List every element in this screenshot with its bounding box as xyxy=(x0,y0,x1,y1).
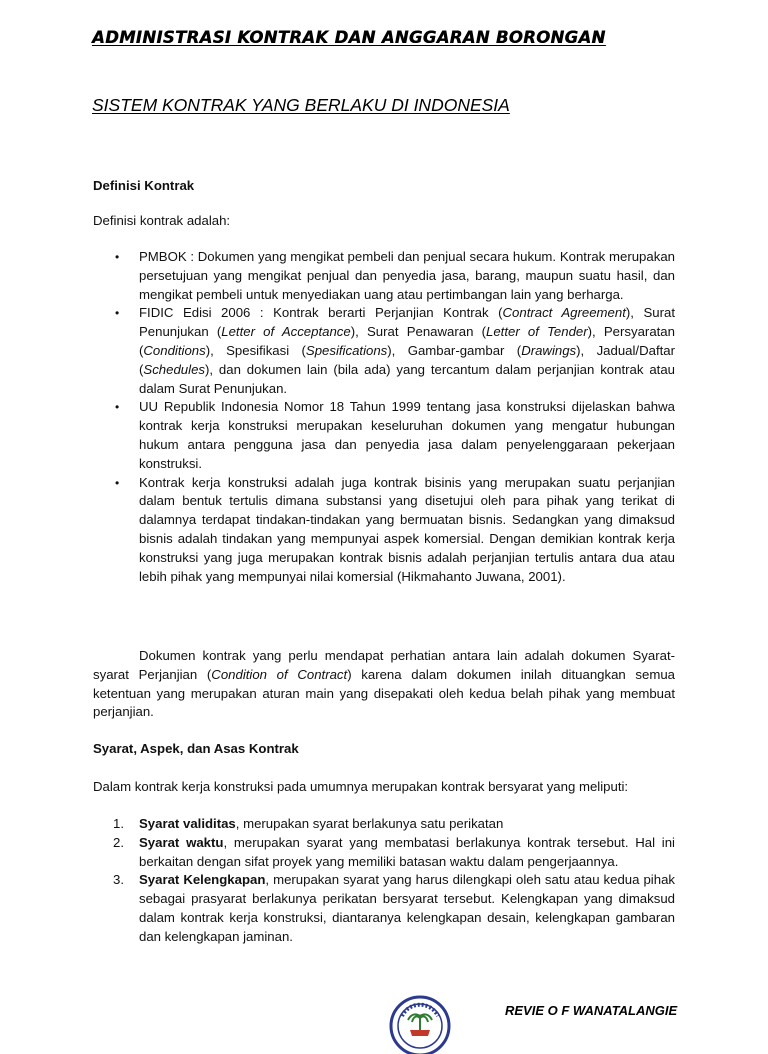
syarat-intro: Dalam kontrak kerja konstruksi pada umumnya merupakan kontrak bersyarat yang meliputi: xyxy=(93,779,629,794)
bullet-item: • UU Republik Indonesia Nomor 18 Tahun 1999 tentang jasa konstruksi dijelaskan bahwa kontrak kerja konstruksi merupakan keseluruhan dokumen yang mengatur hubungan hukum antara pengguna jasa dan penyedia jasa dalam penyelenggaraan pekerjaan konstruksi. xyxy=(93,398,675,473)
item-term: Syarat validitas xyxy=(139,816,236,831)
contract-document-paragraph: Dokumen kontrak yang perlu mendapat perhatian antara lain adalah dokumen Syarat-syarat Perjanjian (Condition of Contract) karena dalam dokumen inilah dituangkan semua ketentuan yang merupakan aturan main yang disepakati oleh kedua belah pihak yang membuat perjanjian. xyxy=(93,648,675,720)
logo-base xyxy=(410,1030,430,1036)
syarat-numbered-list xyxy=(93,815,675,947)
definition-bullet-list xyxy=(93,248,675,586)
item-term: Syarat Kelengkapan xyxy=(139,872,266,888)
running-header-title: ADMINISTRASI KONTRAK DAN ANGGARAN BORONGAN xyxy=(92,28,606,47)
bullet-item: • Kontrak kerja konstruksi adalah juga kontrak bisinis yang merupakan suatu perjanjian dalam bentuk tertulis dimana substansi yang disetujui oleh para pihak yang terikat di dalamnya terdapat tindakan-tindakan yang bermuatan bisnis. Sedangkan yang dimaksud bisnis adalah tindakan yang mempunyai aspek komersial. Dengan demikian kontrak kerja konstruksi yang juga merupakan kontrak bisnis adalah perjanjian tertulis antara dua atau lebih pihak yang mempunyai nilai komersial (Hikmahanto Juwana, 2001). xyxy=(93,474,675,587)
item-number: 2. xyxy=(113,834,124,850)
item-number: 3. xyxy=(113,872,124,888)
section-heading-syarat: Syarat, Aspek, dan Asas Kontrak xyxy=(93,741,299,756)
item-number: 1. xyxy=(113,816,124,831)
footer-author: REVIE O F WANATALANGIE xyxy=(505,1003,678,1018)
document-title: SISTEM KONTRAK YANG BERLAKU DI INDONESIA xyxy=(92,95,510,115)
university-logo-icon xyxy=(388,994,452,1054)
bullet-item: • PMBOK : Dokumen yang mengikat pembeli dan penjual secara hukum. Kontrak merupakan persetujuan yang mengikat penjual dan penyedia jasa, barang, maupun suatu hasil, dan mengikat pembeli untuk menyediakan uang atau pertimbangan lain yang berharga. xyxy=(93,248,675,304)
definition-intro: Definisi kontrak adalah: xyxy=(93,213,231,228)
bullet-item: • FIDIC Edisi 2006 : Kontrak berarti Perjanjian Kontrak (Contract Agreement), Surat Penunjukan (Letter of Acceptance), Surat Penawaran (Letter of Tender), Persyaratan (Conditions), Spesifikasi (Spesifications), Gambar-gambar (Drawings), Jadual/Daftar (Schedules), dan dokumen lain (bila ada) yang tercantum dalam perjanjian kontrak atau dalam Surat Penunjukan. xyxy=(93,304,675,398)
section-heading-definisi: Definisi Kontrak xyxy=(93,178,195,193)
numbered-item xyxy=(93,834,675,872)
numbered-item xyxy=(93,815,675,834)
numbered-item xyxy=(93,871,675,946)
item-description: , merupakan syarat yang harus dilengkapi oleh satu atau kedua pihak sebagai prasyarat berlakunya perikatan bersyarat tersebut. Kelengkapan yang dimaksud dalam kontrak kerja konstruksi, diantaranya kelengkapan desain, kelengkapan gambaran dan kelengkapan jaminan. xyxy=(139,872,675,944)
item-description: , merupakan syarat yang membatasi berlakunya kontrak tersebut. Hal ini berkaitan dengan sifat proyek yang memiliki batasan waktu dalam pengerjaannya. xyxy=(139,834,675,869)
item-term: Syarat waktu xyxy=(139,834,224,850)
item-description: , merupakan syarat berlakunya satu perikatan xyxy=(235,816,504,831)
